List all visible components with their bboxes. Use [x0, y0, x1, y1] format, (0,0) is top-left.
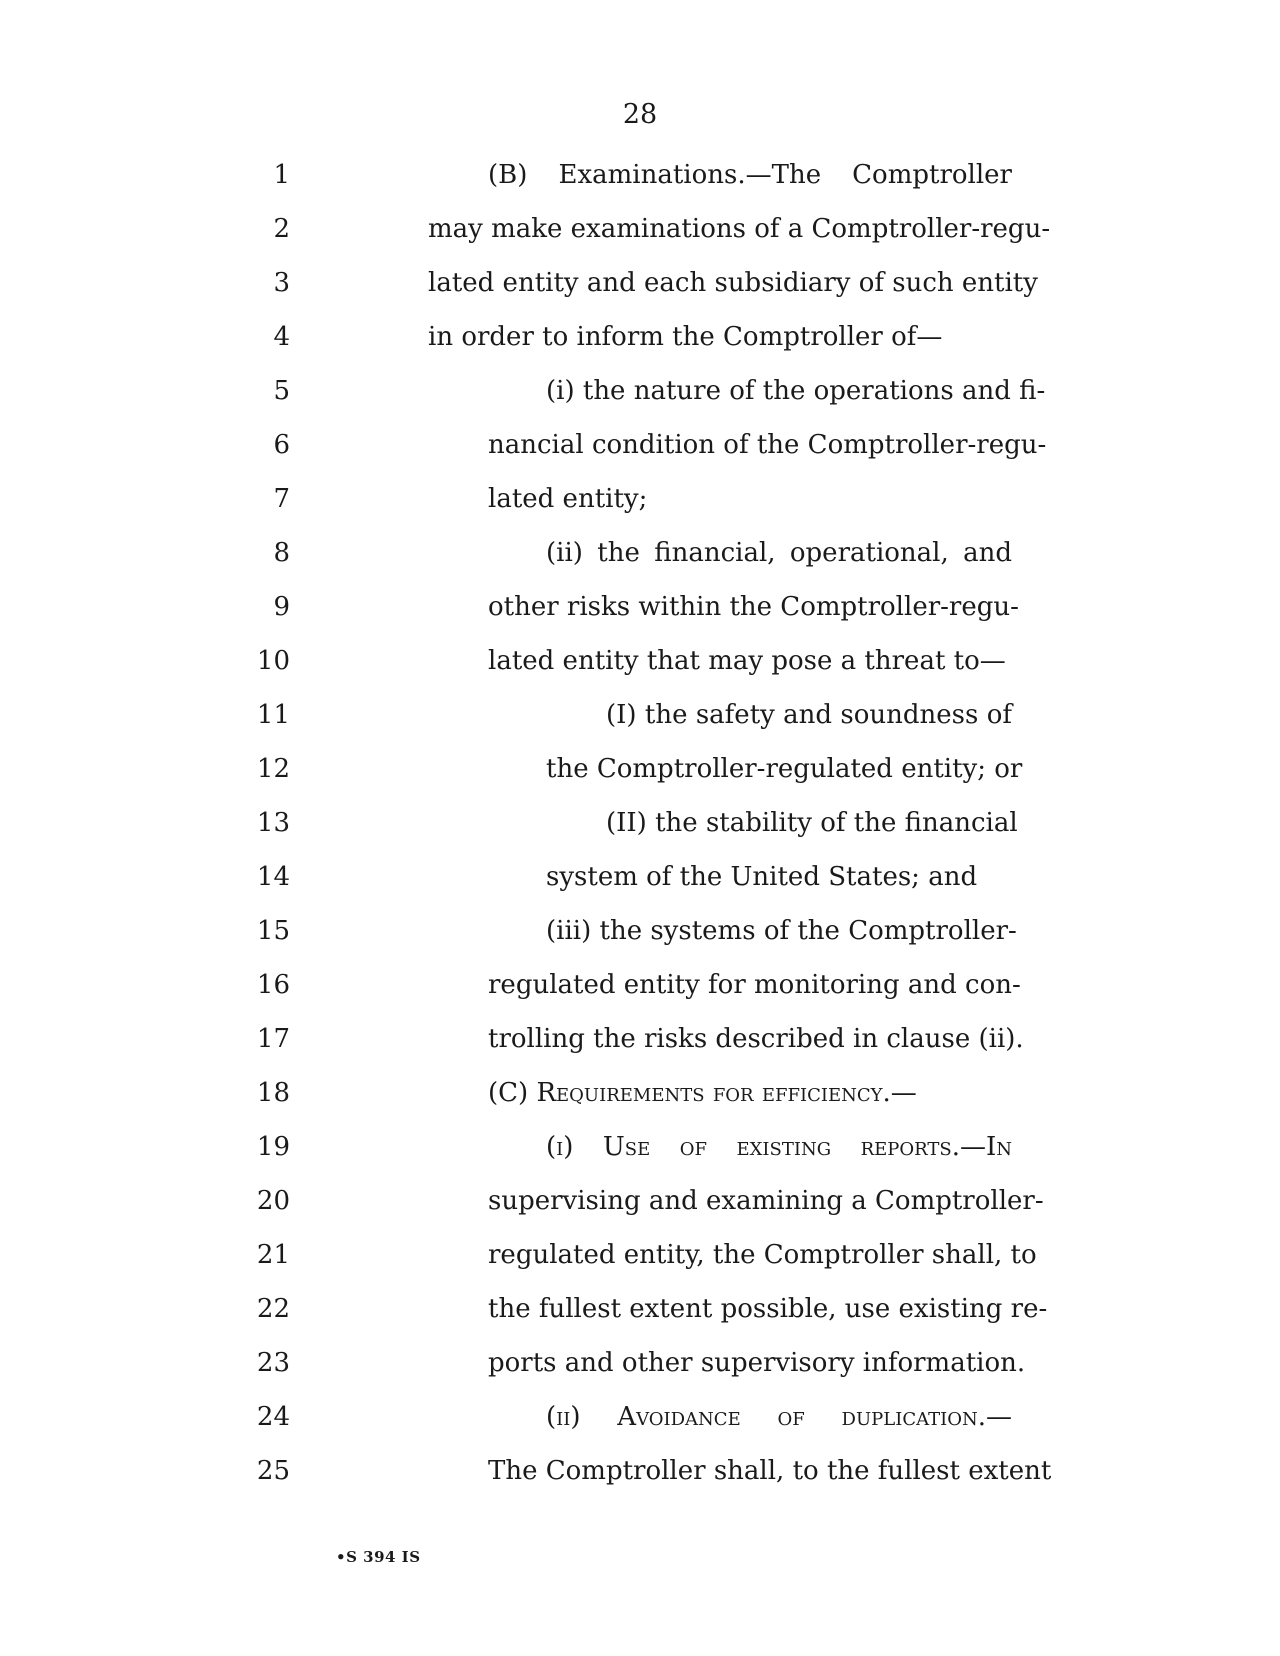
line-text: other risks within the Comptroller-regu-: [488, 592, 1019, 622]
line-number: 15: [256, 916, 290, 946]
line-number: 21: [256, 1240, 290, 1270]
line-number: 24: [256, 1402, 290, 1432]
line-number: 17: [256, 1024, 290, 1054]
text-line: [0, 1446, 1280, 1500]
line-number: 1: [273, 160, 290, 190]
line-text: may make examinations of a Comptroller-regu-: [428, 214, 1051, 244]
line-number: 2: [273, 214, 290, 244]
line-text: regulated entity for monitoring and con-: [488, 970, 1021, 1000]
line-number: 14: [256, 862, 290, 892]
line-number: 8: [273, 538, 290, 568]
text-line: [0, 852, 1280, 906]
text-line: [0, 528, 1280, 582]
line-text: lated entity that may pose a threat to—: [488, 646, 1006, 676]
bill-text-body: [0, 150, 1280, 1486]
line-text: the Comptroller-regulated entity; or: [546, 754, 1023, 784]
line-number: 7: [273, 484, 290, 514]
line-text: (C) Requirements for efficiency.—: [488, 1078, 917, 1108]
page-number: 28: [622, 99, 658, 130]
line-text: in order to inform the Comptroller of—: [428, 322, 943, 352]
text-line: [0, 690, 1280, 744]
line-text: lated entity;: [488, 484, 648, 514]
line-number: 19: [256, 1132, 290, 1162]
text-line: [0, 1284, 1280, 1338]
line-text: (I) the safety and soundness of: [606, 700, 1012, 730]
text-line: [0, 420, 1280, 474]
text-line: [0, 744, 1280, 798]
text-line: [0, 1122, 1280, 1176]
text-line: [0, 258, 1280, 312]
text-line: [0, 1230, 1280, 1284]
line-text: (i) the nature of the operations and fi-: [546, 376, 1046, 406]
text-line: [0, 312, 1280, 366]
bill-identifier: •S 394 IS: [336, 1548, 421, 1566]
line-text: (B) Examinations.—The Comptroller: [488, 160, 1012, 190]
line-text: nancial condition of the Comptroller-regu-: [488, 430, 1047, 460]
line-number: 13: [256, 808, 290, 838]
line-number: 6: [273, 430, 290, 460]
line-text: trolling the risks described in clause (ii).: [488, 1024, 1024, 1054]
text-line: [0, 366, 1280, 420]
line-number: 10: [256, 646, 290, 676]
line-text: (iii) the systems of the Comptroller-: [546, 916, 1017, 946]
line-text: the fullest extent possible, use existing re-: [488, 1294, 1048, 1324]
line-text: system of the United States; and: [546, 862, 978, 892]
text-line: [0, 1176, 1280, 1230]
text-line: [0, 582, 1280, 636]
line-text: supervising and examining a Comptroller-: [488, 1186, 1044, 1216]
line-number: 18: [256, 1078, 290, 1108]
line-number: 16: [256, 970, 290, 1000]
line-number: 25: [256, 1456, 290, 1486]
text-line: [0, 1068, 1280, 1122]
line-text: The Comptroller shall, to the fullest extent: [488, 1456, 1052, 1486]
line-number: 20: [256, 1186, 290, 1216]
line-text: (ii) the financial, operational, and: [546, 538, 1012, 568]
text-line: [0, 1392, 1280, 1446]
text-line: [0, 474, 1280, 528]
line-number: 12: [256, 754, 290, 784]
line-text: ports and other supervisory information.: [488, 1348, 1026, 1378]
text-line: [0, 960, 1280, 1014]
line-number: 22: [256, 1294, 290, 1324]
line-number: 9: [273, 592, 290, 622]
line-text: regulated entity, the Comptroller shall, to: [488, 1240, 1037, 1270]
text-line: [0, 798, 1280, 852]
text-line: [0, 906, 1280, 960]
line-number: 11: [256, 700, 290, 730]
text-line: [0, 636, 1280, 690]
line-text: (i) Use of existing reports.—In: [546, 1132, 1012, 1162]
text-line: [0, 1014, 1280, 1068]
line-number: 5: [273, 376, 290, 406]
line-text: lated entity and each subsidiary of such entity: [428, 268, 1038, 298]
text-line: [0, 150, 1280, 204]
line-number: 3: [273, 268, 290, 298]
line-number: 23: [256, 1348, 290, 1378]
line-text: (ii) Avoidance of duplication.—: [546, 1402, 1012, 1432]
line-text: (II) the stability of the financial: [606, 808, 1018, 838]
text-line: [0, 1338, 1280, 1392]
text-line: [0, 204, 1280, 258]
line-number: 4: [273, 322, 290, 352]
